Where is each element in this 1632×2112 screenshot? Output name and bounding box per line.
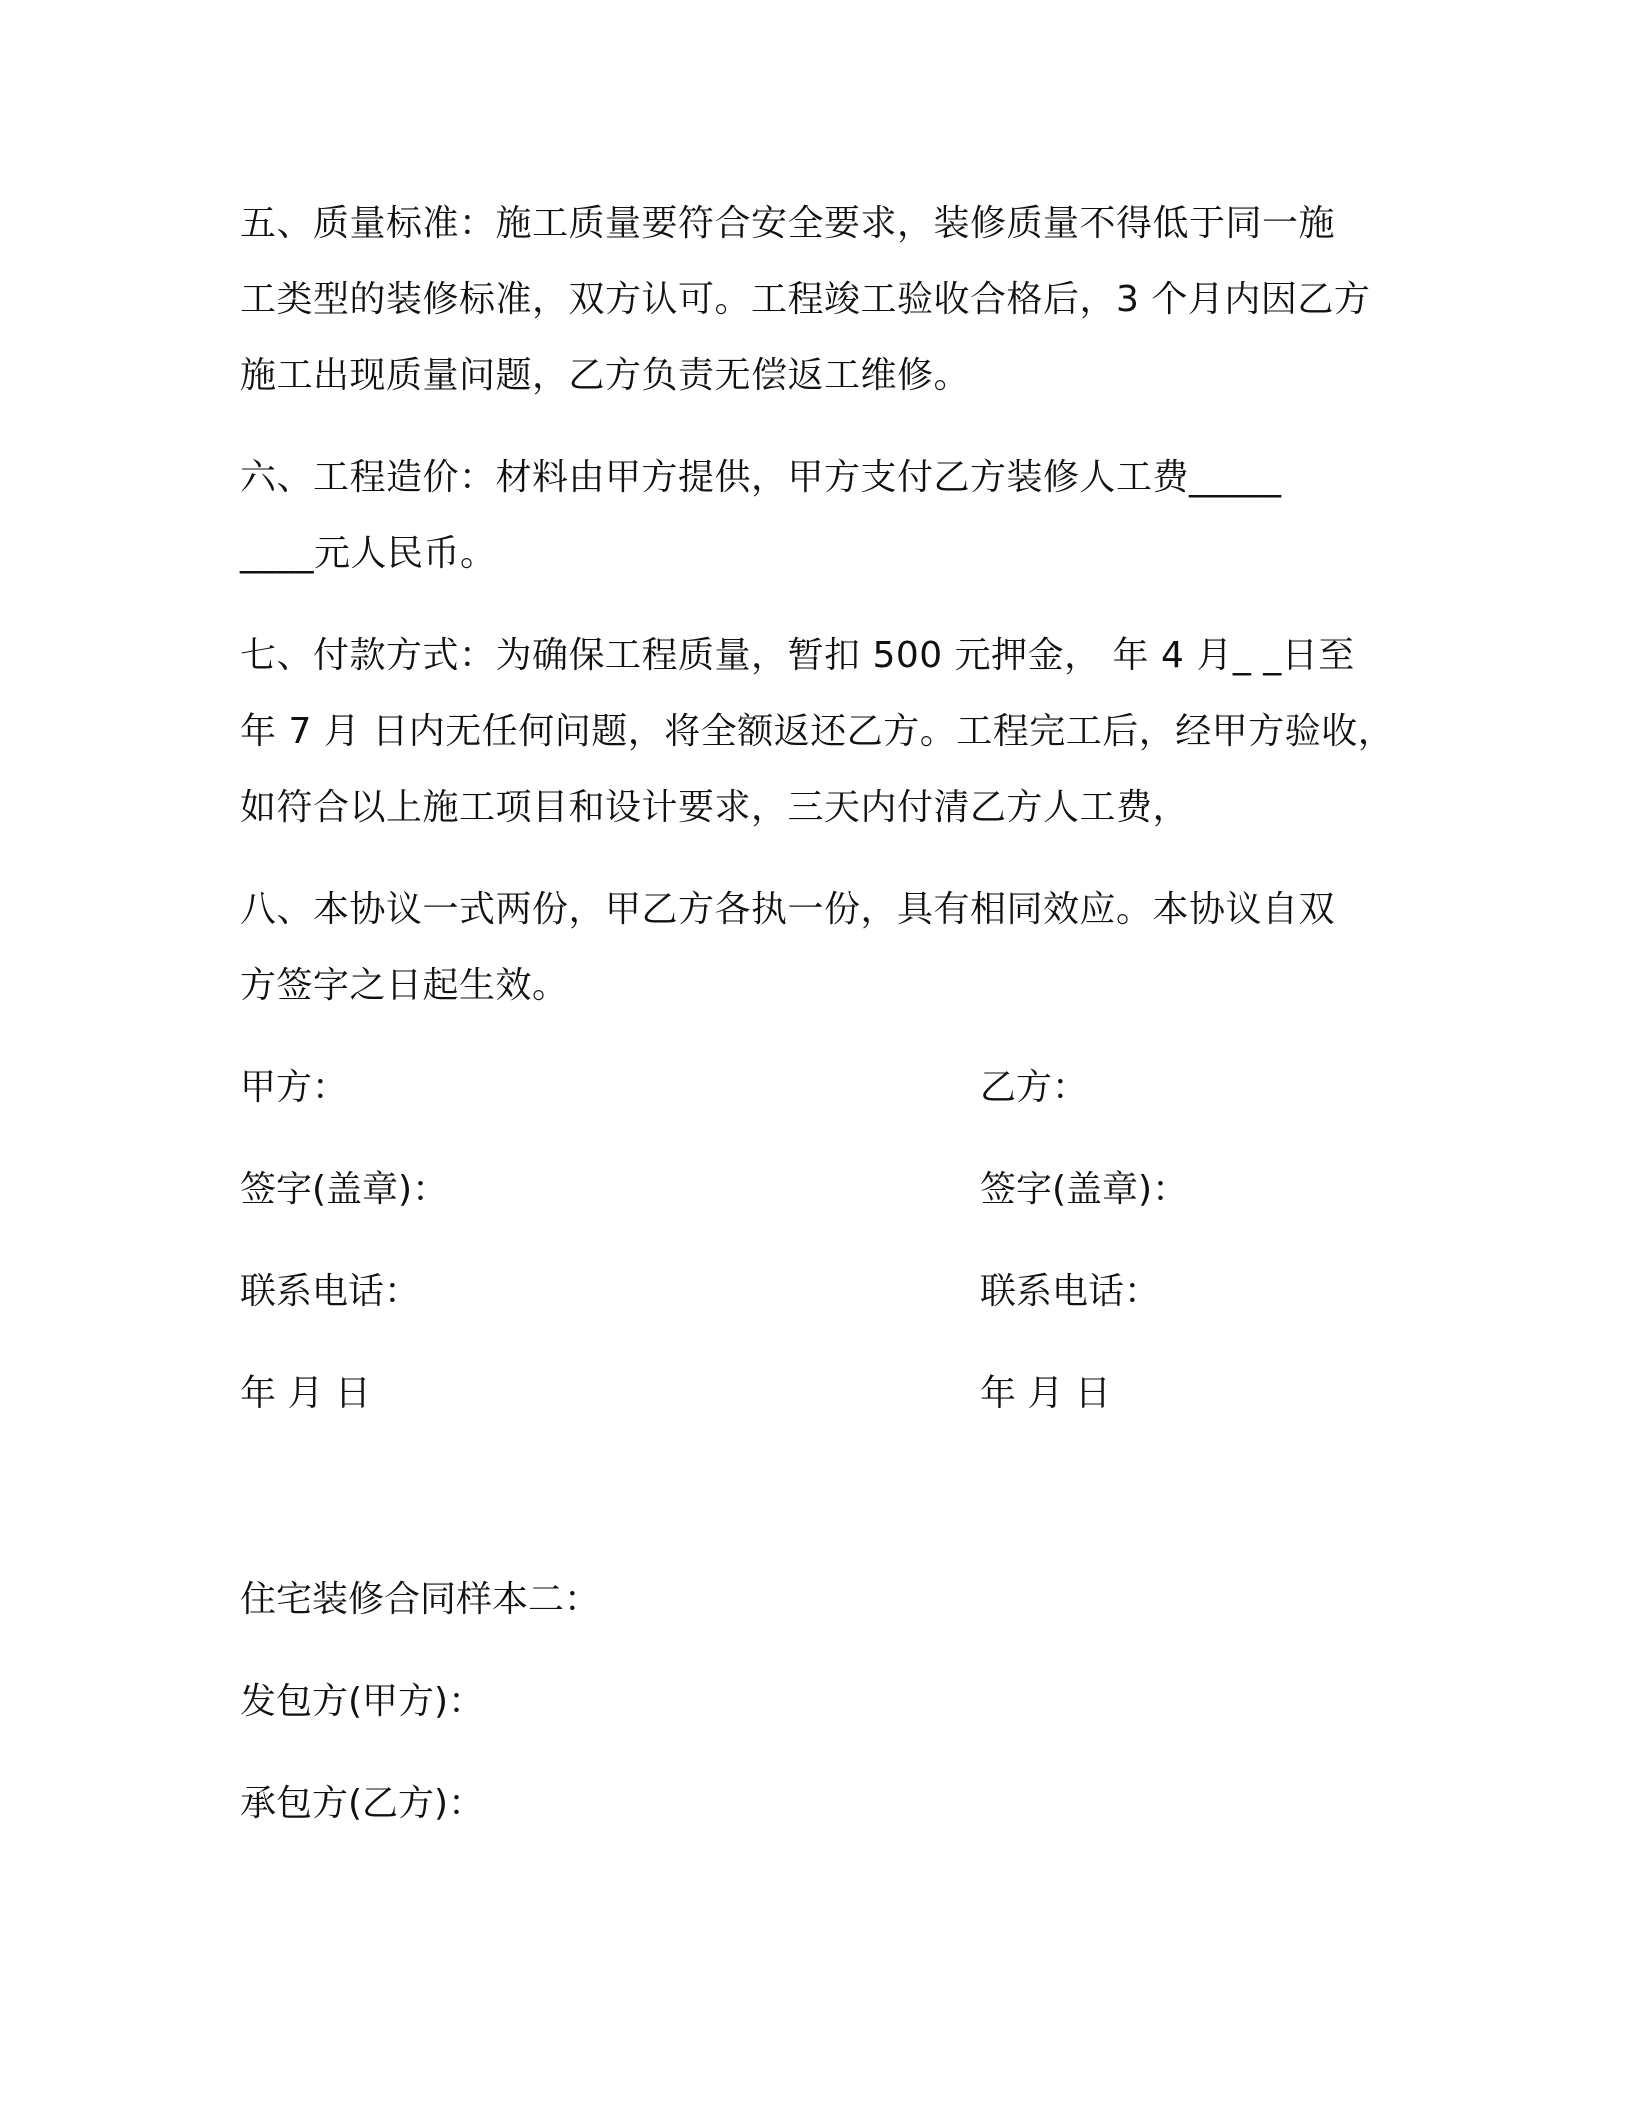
text-line: 年 7 月 日内无任何问题，将全额返还乙方。工程完工后，经甲方验收， (240, 711, 1395, 752)
text-line: 七、付款方式：为确保工程质量，暂扣 500 元押金， 年 4 月_ _日至 (240, 635, 1355, 676)
signature-party-row (240, 1050, 1390, 1152)
party-a-date-label: 年 月 日 (240, 1373, 371, 1414)
party-b-phone-label: 联系电话： (980, 1271, 1161, 1312)
text-line: 如符合以上施工项目和设计要求，三天内付清乙方人工费， (240, 787, 1190, 828)
contractor-label: 承包方(乙方)： (240, 1783, 485, 1824)
section-spacer (240, 1458, 1390, 1562)
clause-project-cost (240, 440, 1390, 592)
document-body (240, 186, 1395, 1868)
party-a-label: 甲方： (240, 1067, 349, 1108)
clause-quality-standard (240, 186, 1390, 414)
sample-two-title: 住宅装修合同样本二： (240, 1579, 601, 1620)
signature-phone-row (240, 1254, 1390, 1356)
text-line: 施工出现质量问题，乙方负责无偿返工维修。 (240, 355, 971, 396)
employer-label: 发包方(甲方)： (240, 1681, 485, 1722)
text-line: 工类型的装修标准，双方认可。工程竣工验收合格后，3 个月内因乙方 (240, 279, 1371, 320)
text-line: 五、质量标准：施工质量要符合安全要求，装修质量不得低于同一施 (240, 203, 1336, 244)
party-b-sign-label: 签字(盖章)： (980, 1169, 1189, 1210)
clause-agreement-copies (240, 872, 1390, 1024)
party-a-sign-label: 签字(盖章)： (240, 1169, 449, 1210)
text-line: 方签字之日起生效。 (240, 965, 569, 1006)
text-line: 八、本协议一式两份，甲乙方各执一份，具有相同效应。本协议自双 (240, 889, 1336, 930)
party-a-phone-label: 联系电话： (240, 1271, 421, 1312)
signature-seal-row (240, 1152, 1390, 1254)
party-b-label: 乙方： (980, 1067, 1089, 1108)
party-b-date-label: 年 月 日 (980, 1373, 1111, 1414)
signature-date-row (240, 1356, 1390, 1458)
text-line: 六、工程造价：材料由甲方提供，甲方支付乙方装修人工费_____ (240, 457, 1282, 498)
clause-payment-method (240, 618, 1395, 846)
text-line: ____元人民币。 (240, 533, 497, 574)
